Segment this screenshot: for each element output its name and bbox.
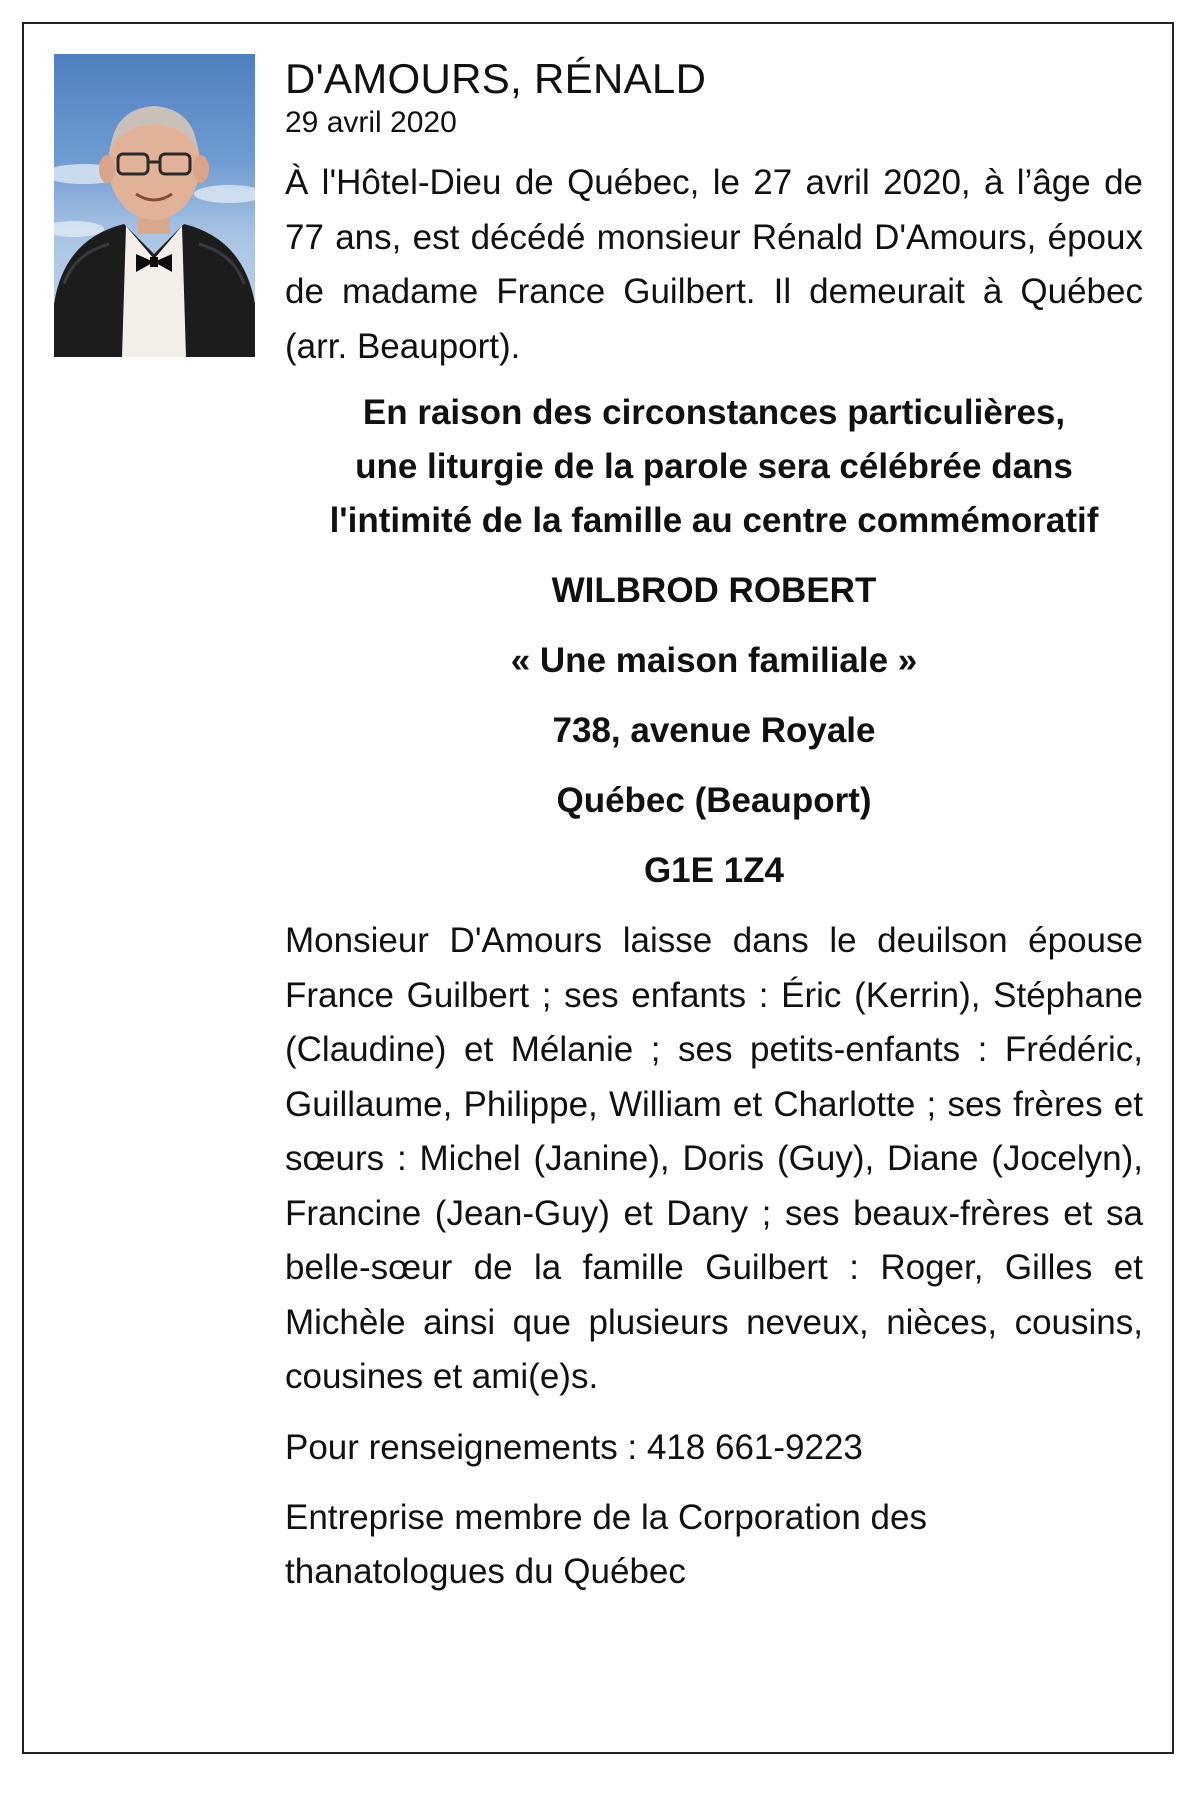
deceased-name: D'AMOURS, RÉNALD <box>285 55 707 102</box>
funeral-home-name: WILBROD ROBERT <box>551 571 877 610</box>
ceremony-notice <box>285 386 1143 548</box>
contact-info: Pour renseignements : 418 661-9223 <box>285 1427 863 1467</box>
surviving-family: Monsieur D'Amours laisse dans le deuilson épouse France Guilbert ; ses enfants : Éric (Kerrin), Stéphane (Claudine) et Mélanie ; ses petits-enfants : Frédéric, Guillaume, Philippe, William et Charlotte ; ses frères et sœurs : Michel (Janine), Doris (Guy), Diane (Jocelyn), Francine (Jean-Guy) et Dany ; ses beaux-frères et sa belle-sœur de la famille Guilbert : Roger, Gilles et Michèle ainsi que plusieurs neveux, nièces, cousins, cousines et ami(e)s. <box>285 921 1143 1396</box>
notice-line: une liturgie de la parole sera célébrée dans <box>355 447 1073 486</box>
membership-line: thanatologues du Québec <box>285 1551 686 1591</box>
membership-statement <box>285 1491 1143 1599</box>
notice-line: l'intimité de la famille au centre commémoratif <box>329 501 1099 540</box>
funeral-home-city: Québec (Beauport) <box>556 781 872 820</box>
funeral-home-address: 738, avenue Royale <box>552 711 876 750</box>
portrait-illustration <box>54 54 255 357</box>
funeral-home-postal-code: G1E 1Z4 <box>643 851 785 890</box>
funeral-home-tagline: « Une maison familiale » <box>510 641 918 680</box>
publication-date: 29 avril 2020 <box>285 106 457 139</box>
death-announcement: À l'Hôtel-Dieu de Québec, le 27 avril 2020, à l’âge de 77 ans, est décédé monsieur Rénald D'Amours, époux de madame France Guilbert. Il demeurait à Québec (arr. Beauport). <box>285 163 1143 366</box>
notice-line: En raison des circonstances particulières, <box>362 393 1066 432</box>
obituary-content <box>285 54 1143 1599</box>
portrait-photo <box>54 54 255 357</box>
membership-line: Entreprise membre de la Corporation des <box>285 1497 927 1537</box>
